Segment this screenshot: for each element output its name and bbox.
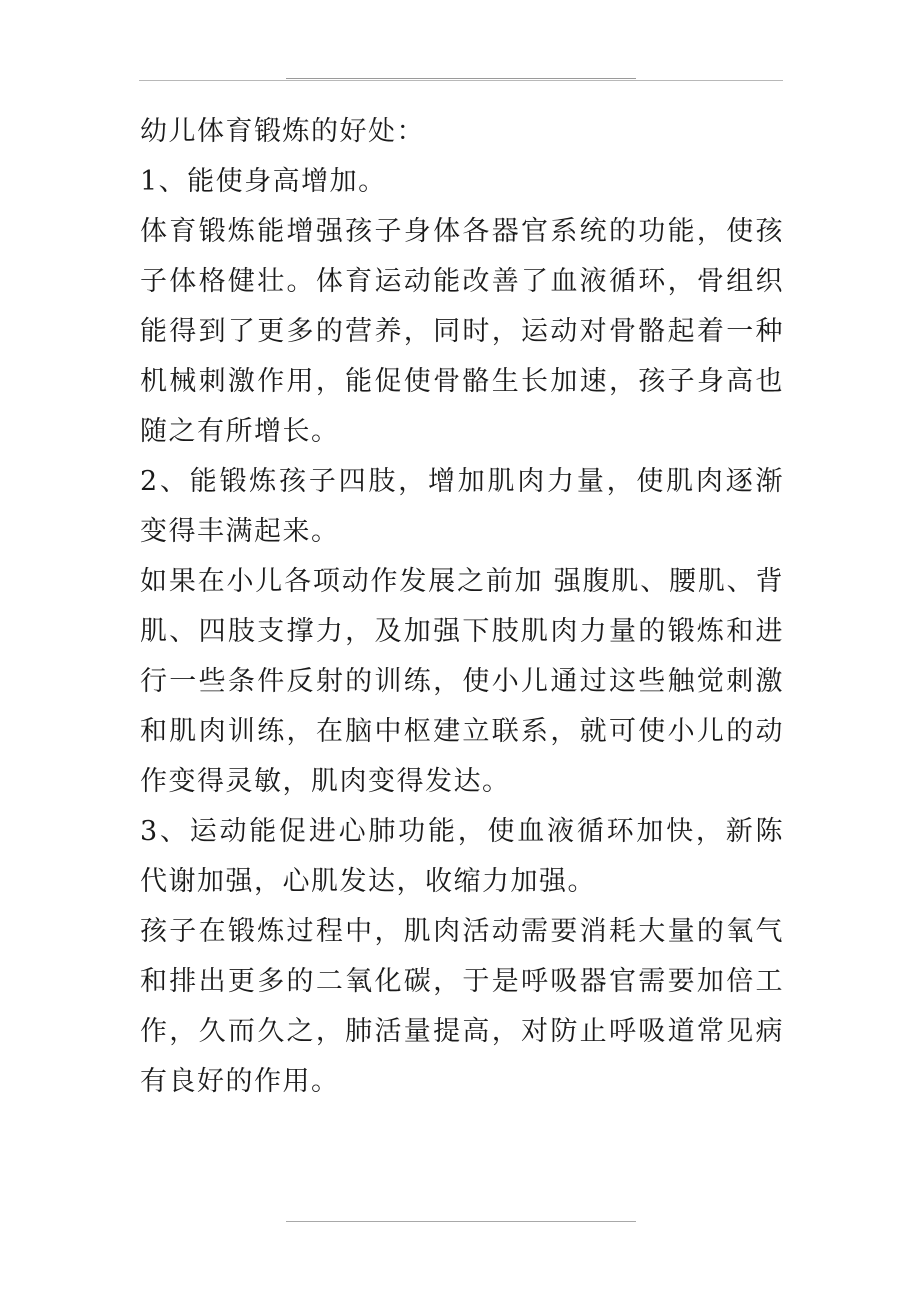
document-heading: 幼儿体育锻炼的好处：: [140, 116, 425, 147]
section-3-body: 孩子在锻炼过程中，肌肉活动需要消耗大量的氧气和排出更多的二氧化碳，于是呼吸器官需要加倍工作，久而久之，肺活量提高，对防止呼吸道常见病有良好的作用。: [140, 916, 784, 1097]
footer-rule: [286, 1221, 636, 1222]
section-2-body: 如果在小儿各项动作发展之前加 强腹肌、腰肌、背肌、四肢支撑力，及加强下肢肌肉力量的锻炼和进行一些条件反射的训练，使小儿通过这些触觉刺激和肌肉训练，在脑中枢建立联系，就可使小儿的动作变得灵敏，肌肉变得发达。: [140, 566, 784, 797]
header-rule: [139, 80, 783, 81]
section-3-title: 3、运动能促进心肺功能，使血液循环加快，新陈代谢加强，心肌发达，收缩力加强。: [140, 816, 784, 897]
section-2-title: 2、能锻炼孩子四肢，增加肌肉力量，使肌肉逐渐变得丰满起来。: [140, 466, 784, 547]
section-1-title: 1、能使身高增加。: [140, 166, 387, 197]
header-rule-accent: [286, 78, 636, 79]
section-1-body: 体育锻炼能增强孩子身体各器官系统的功能，使孩子体格健壮。体育运动能改善了血液循环，骨组织能得到了更多的营养，同时，运动对骨骼起着一种机械刺激作用，能促使骨骼生长加速，孩子身高也随之有所增长。: [140, 216, 784, 447]
document-body: [140, 107, 784, 1107]
